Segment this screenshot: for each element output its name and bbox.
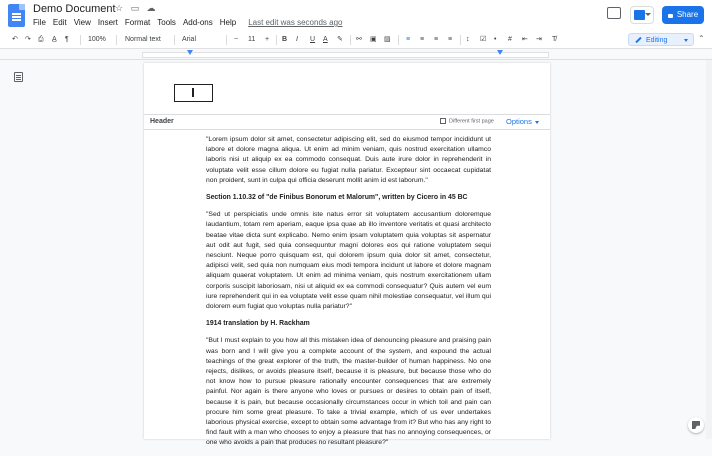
chevron-down-icon — [535, 121, 539, 124]
comment-add-icon[interactable]: ▣ — [370, 36, 377, 43]
section-heading: 1914 translation by H. Rackham — [206, 320, 310, 328]
share-button[interactable] — [662, 6, 704, 24]
menu-format[interactable]: Format — [124, 18, 151, 27]
menu-insert[interactable]: Insert — [97, 18, 118, 27]
last-edit-link[interactable]: Last edit was seconds ago — [248, 18, 343, 27]
header-label: Header — [150, 118, 174, 125]
checkbox-icon — [440, 118, 446, 124]
menu-bar — [33, 18, 342, 27]
pencil-icon — [635, 37, 641, 43]
title-icons — [114, 3, 156, 13]
print-icon[interactable]: ⎙ — [38, 36, 44, 43]
highlight-icon[interactable]: ✎ — [337, 36, 343, 43]
link-icon[interactable]: ⚯ — [356, 36, 362, 43]
zoom-select[interactable]: 100% — [88, 36, 106, 43]
menu-help[interactable]: Help — [219, 18, 237, 27]
header-bar — [144, 114, 550, 130]
increase-indent-icon[interactable]: ⇥ — [536, 36, 542, 43]
star-icon[interactable]: ☆ — [114, 3, 124, 13]
align-left-icon[interactable]: ≡ — [406, 36, 411, 43]
decrease-font-icon[interactable]: − — [234, 36, 239, 43]
checklist-icon[interactable]: ☑ — [480, 36, 487, 43]
editing-mode-select[interactable] — [628, 33, 694, 46]
explore-icon[interactable] — [688, 417, 704, 433]
share-label: Share — [676, 10, 699, 19]
document-page[interactable] — [144, 63, 550, 447]
collapse-toolbar-icon[interactable]: ⌃ — [698, 34, 705, 43]
right-indent-marker[interactable] — [497, 50, 503, 55]
menu-tools[interactable]: Tools — [157, 18, 176, 27]
menu-addons[interactable]: Add-ons — [182, 18, 213, 27]
ruler-track — [142, 52, 549, 58]
document-title[interactable]: Demo Document — [33, 3, 116, 15]
ruler[interactable] — [0, 49, 712, 60]
menu-edit[interactable]: Edit — [52, 18, 67, 27]
top-bar — [0, 0, 712, 32]
align-right-icon[interactable]: ≡ — [434, 36, 439, 43]
paragraph: "But I must explain to you how all this mistaken idea of denouncing pleasure and praising pain was born and I will give you a complete account of the system, and expound the actual teachings of the great explorer of the truth, the master-builder of human happiness. No one rejects, dislikes, or avoids pleasure itself, because it is pleasure, but because those who do not know how to pursue pleasure rationally encounter consequences that are extremely painful. Nor again is there anyone who loves or pursues or desires to obtain pain of itself, because it is pain, but because occasionally circumstances occur in which toil and pain can procure him some great pleasure. To take a trivial example, which of us ever undertakes laborious physical exercise, except to obtain some advantage from it? But who has any right to find fault with a man who chooses to enjoy a pleasure that has no annoying consequences, or one who avoids a pain that produces no resultant pleasure?" — [206, 337, 491, 447]
toolbar — [0, 32, 712, 49]
section-heading: Section 1.10.32 of "de Finibus Bonorum et Malorum", written by Cicero in 45 BC — [206, 194, 468, 202]
header-options-button[interactable] — [506, 117, 539, 126]
italic-icon[interactable]: I — [296, 36, 298, 43]
chevron-down-icon — [645, 13, 651, 16]
undo-icon[interactable]: ↶ — [12, 36, 18, 43]
present-button[interactable] — [630, 6, 654, 24]
redo-icon[interactable]: ↷ — [25, 36, 31, 43]
image-icon[interactable]: ▨ — [384, 36, 391, 43]
text-color-icon[interactable]: A — [323, 36, 328, 43]
line-spacing-icon[interactable]: ↕ — [466, 36, 470, 43]
paragraph: "Sed ut perspiciatis unde omnis iste natus error sit voluptatem accusantium doloremque laudantium, totam rem aperiam, eaque ipsa quae ab illo inventore veritatis et quasi architecto beatae vitae dicta sunt explicabo. Nemo enim ipsam voluptatem quia voluptas sit aspernatur aut odit aut fugit, sed quia consequuntur magni dolores eos qui ratione voluptatem sequi nesciunt. Neque porro quisquam est, qui dolorem ipsum quia dolor sit amet, consectetur, adipisci velit, sed quia non numquam eius modi tempora incidunt ut labore et dolore magnam aliquam quaerat voluptatem. Ut enim ad minima veniam, quis nostrum exercitationem ullam corporis suscipit laboriosam, nisi ut aliquid ex ea commodi consequatur? Quis autem vel eum iure reprehenderit qui in ea voluptate velit esse quam nihil molestiae consequatur, vel illum qui dolorem eum fugiat quo voluptas nulla pariatur?" — [206, 211, 491, 311]
numbered-list-icon[interactable]: # — [508, 36, 512, 43]
editing-mode-label: Editing — [646, 37, 668, 44]
menu-file[interactable]: File — [33, 18, 46, 27]
move-folder-icon[interactable]: ▭ — [130, 3, 140, 13]
underline-icon[interactable]: U — [310, 36, 316, 43]
lock-icon — [668, 14, 673, 18]
comments-icon[interactable] — [607, 7, 621, 19]
vertical-scrollbar[interactable] — [706, 60, 712, 439]
spellcheck-icon[interactable]: A̲ — [52, 36, 57, 43]
document-outline-icon[interactable] — [14, 72, 23, 82]
font-size-input[interactable]: 11 — [248, 36, 256, 43]
clear-formatting-icon[interactable]: T̸ — [552, 36, 557, 43]
style-select[interactable]: Normal text — [125, 36, 161, 43]
increase-font-icon[interactable]: + — [265, 36, 270, 43]
document-body[interactable] — [206, 135, 491, 456]
cloud-saved-icon[interactable]: ☁ — [146, 3, 156, 13]
left-indent-marker[interactable] — [187, 50, 193, 55]
header-text-cursor[interactable] — [174, 84, 213, 102]
chevron-down-icon — [684, 39, 688, 42]
different-first-page-checkbox[interactable] — [440, 118, 494, 124]
present-icon — [634, 10, 645, 20]
docs-logo-icon[interactable] — [8, 4, 25, 27]
bold-icon[interactable]: B — [282, 36, 288, 43]
align-center-icon[interactable]: ≡ — [420, 36, 425, 43]
different-first-page-label: Different first page — [449, 118, 494, 125]
paragraph: "Lorem ipsum dolor sit amet, consectetur adipiscing elit, sed do eiusmod tempor incididunt ut labore et dolore magna aliqua. Ut enim ad minim veniam, quis nostrud exercitation ullamco laboris nisi ut aliquip ex ea commodo consequat. Duis aute irure dolor in reprehenderit in voluptate velit esse cillum dolore eu fugiat nulla pariatur. Excepteur sint occaecat cupidatat non proident, sunt in culpa qui officia deserunt mollit anim id est laborum." — [206, 136, 491, 184]
options-label: Options — [506, 117, 532, 126]
font-select[interactable]: Arial — [182, 36, 197, 43]
bulleted-list-icon[interactable]: • — [494, 36, 497, 43]
decrease-indent-icon[interactable]: ⇤ — [522, 36, 528, 43]
justify-icon[interactable]: ≡ — [448, 36, 453, 43]
paint-format-icon[interactable]: ¶ — [65, 36, 69, 43]
menu-view[interactable]: View — [73, 18, 91, 27]
